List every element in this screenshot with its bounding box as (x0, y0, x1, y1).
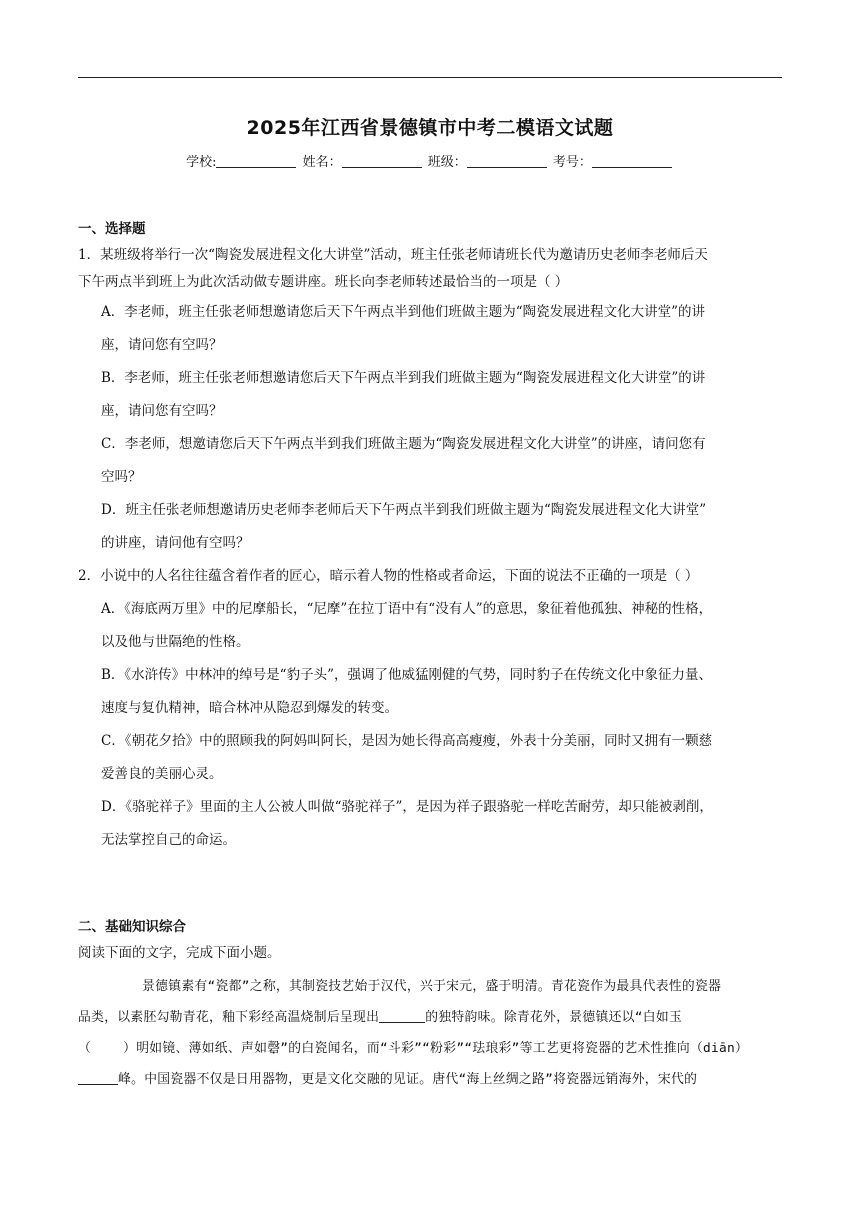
passage-line: 景德镇素有“瓷都”之称，其制瓷技艺始于汉代，兴于宋元，盛于明清。青花瓷作为最具代表性的瓷器 (78, 979, 722, 994)
question-1-option-b (78, 362, 782, 428)
passage-line (78, 1002, 782, 1033)
school-blank (216, 155, 296, 168)
document-body (78, 216, 782, 1095)
option-line: 速度与复仇精神，暗合林冲从隐忍到爆发的转变。 (101, 700, 398, 716)
class-blank (467, 155, 547, 168)
emphasis-char: 确 (599, 568, 614, 584)
question-1-option-a (78, 296, 782, 362)
question-2-stem-text: 2．小说中的人名往往蕴含着作者的匠心，暗示着人物的性格或者命运，下面的说法 (78, 568, 573, 584)
emphasis-char: 不 (572, 568, 587, 584)
question-2-stem (78, 560, 782, 593)
top-rule (78, 77, 782, 78)
option-line: 以及他与世隔绝的性格。 (101, 634, 250, 650)
section-spacer (78, 857, 782, 914)
option-line: A．李老师，班主任张老师想邀请您后天下午两点半到他们班做主题为“陶瓷发展进程文化大讲堂”的讲 (101, 304, 706, 320)
passage-text: 的独特韵味。除青花外，景德镇还以“白如玉 (425, 1010, 683, 1025)
option-line: B．李老师，班主任张老师想邀请您后天下午两点半到我们班做主题为“陶瓷发展进程文化大讲堂”的讲 (101, 370, 706, 386)
question-1-stem-line: 下午两点半到班上为此次活动做专题讲座。班长向李老师转述最恰当的一项是（ ） (78, 274, 569, 290)
passage-line (78, 1033, 782, 1064)
option-line: 无法掌控自己的命运。 (101, 832, 236, 848)
emphasis-char: 磬 (267, 1041, 281, 1056)
option-line: 爱善良的美丽心灵。 (101, 766, 223, 782)
option-line: C．李老师，想邀请您后天下午两点半到我们班做主题为“陶瓷发展进程文化大讲堂”的讲座，请问您有 (101, 436, 706, 452)
reading-passage (78, 971, 782, 1095)
passage-text: ”的白瓷闻名，而“斗彩”“粉彩”“珐琅彩”等工艺更将瓷器的艺术性推向（diān） (280, 1041, 749, 1056)
option-line: D．《骆驼祥子》里面的主人公被人叫做“骆驼祥子”，是因为祥子跟骆驼一样吃苦耐劳，却只能被剥削， (101, 799, 713, 815)
exam-number-blank (592, 155, 672, 168)
emphasis-char: 正 (586, 568, 600, 584)
passage-line (78, 1064, 782, 1095)
question-2-option-b (78, 659, 782, 725)
question-2-option-a (78, 593, 782, 659)
question-2-option-c (78, 725, 782, 791)
passage-text: 峰。中国瓷器不仅是日用器物，更是文化交融的见证。唐代“海上丝绸之路”将瓷器远销海外，宋代的 (118, 1072, 698, 1087)
option-line: 座，请问您有空吗？ (101, 403, 223, 419)
option-line: 座，请问您有空吗？ (101, 337, 223, 353)
class-label: 班级： (427, 155, 467, 170)
reading-instruction: 阅读下面的文字，完成下面小题。 (78, 945, 281, 961)
exam-number-label: 考号： (552, 155, 592, 170)
option-line: 的讲座，请问他有空吗？ (101, 535, 250, 551)
question-2-stem-text: 的一项是（ ） (613, 568, 699, 584)
page-title: 2025年江西省景德镇市中考二模语文试题 (246, 117, 614, 139)
question-2-option-d (78, 791, 782, 857)
option-line: A．《海底两万里》中的尼摩船长，“尼摩”在拉丁语中有“没有人”的意思，象征着他孤独、神秘的性格， (101, 601, 713, 617)
question-1-option-c (78, 428, 782, 494)
name-label: 姓名： (302, 155, 342, 170)
section-heading-choice: 一、选择题 (78, 221, 146, 237)
option-line: 空吗？ (101, 469, 142, 485)
name-blank (342, 155, 422, 168)
question-1-option-d (78, 494, 782, 560)
student-info-line (0, 151, 860, 170)
question-1-stem (78, 242, 782, 296)
school-label: 学校: (186, 155, 217, 170)
option-line: D．班主任张老师想邀请历史老师李老师后天下午两点半到我们班做主题为“陶瓷发展进程文化大讲堂” (101, 502, 707, 518)
passage-text: 品类，以素胚勾勒青花，釉下彩经高温烧制后呈现出 (78, 1010, 380, 1025)
section-heading-basic-knowledge: 二、基础知识综合 (78, 919, 186, 935)
question-1-stem-line: 1．某班级将举行一次“陶瓷发展进程文化大讲堂”活动，班主任张老师请班长代为邀请历史老师李老师后天 (78, 247, 708, 263)
fill-blank (379, 1010, 425, 1023)
fill-blank (78, 1072, 118, 1085)
passage-text: （ ）明如镜、薄如纸、声如 (78, 1041, 268, 1056)
option-line: C．《朝花夕拾》中的照顾我的阿妈叫阿长，是因为她长得高高瘦瘦，外表十分美丽，同时又拥有一颗慈 (101, 733, 713, 749)
option-line: B．《水浒传》中林冲的绰号是“豹子头”，强调了他威猛刚健的气势，同时豹子在传统文化中象征力量、 (101, 667, 712, 683)
